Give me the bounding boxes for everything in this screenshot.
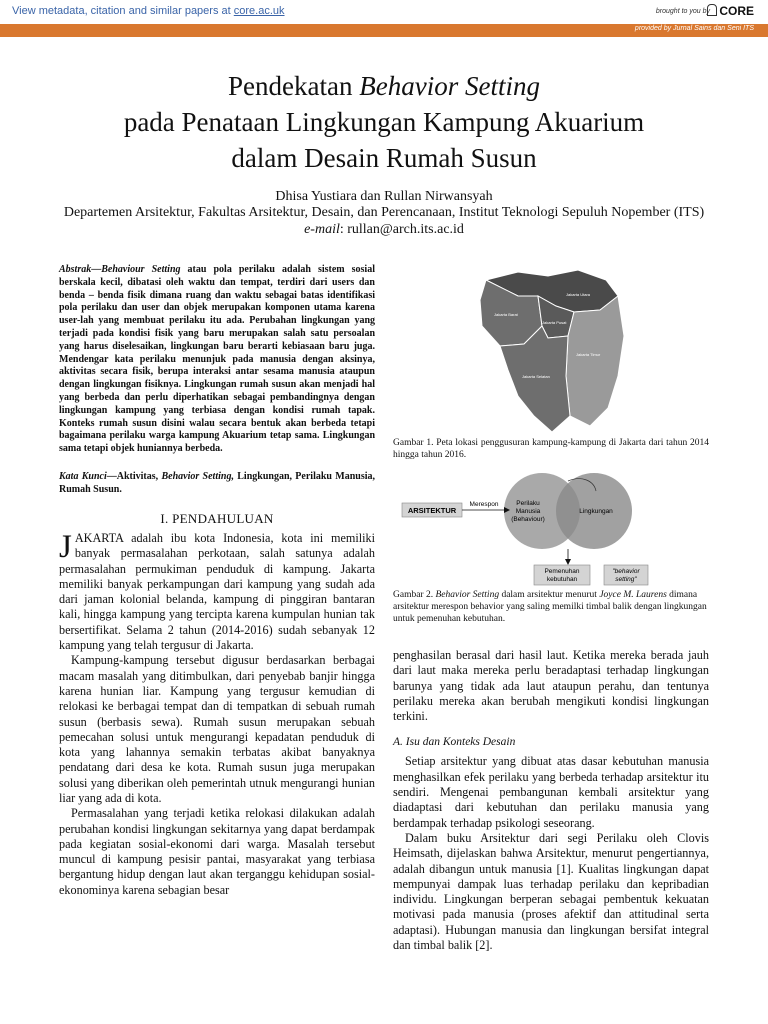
core-link[interactable]: core.ac.uk [233, 5, 285, 17]
paragraph: penghasilan berasal dari hasil laut. Ketika mereka berada jauh dari laut maka mereka perlu beradaptasi terhadap lingkungan barunya yang tidak ada laut ataupun perahu, dan tentunya perilaku mereka akan berubah mengikuti kondisi lingkungan terkini. [393, 648, 709, 724]
paragraph: Kampung-kampung tersebut digusur berdasarkan berbagai macam masalah yang ditimbulkan, dari penyebab banjir hingga karena hunian liar. Kampung yang tergusur kemudian di relokasi ke berbagai tempat dan di tempatkan di sebuah rumah susun (berbasis sewa). Rumah susun merupakan sebuah pemecahan solusi untuk mengurangi kepadatan penduduk di kota yang lahannya semakin terbatas akibat banyaknya pendatang dari desa ke kota. Rumah susun juga merupakan solusi yang diberikan oleh pemerintah utnuk mengurangi hunian liar yang ada di kota. [59, 653, 375, 805]
map-label: Jakarta Pusat [542, 320, 567, 325]
circle-left-label: Perilaku [516, 500, 540, 507]
paragraph: Dalam buku Arsitektur dari segi Perilaku oleh Clovis Heimsath, dijelaskan bahwa Arsitektur, menurut pengertiannya, adalah dibangun untuk manusia [1]. Kualitas lingkungan dapat mempunyai dampak luas terhadap perilaku dan kepribadian individu. Lingkungan berperan sebagai pembentuk kekuatan motivasi pada manusia (proses afektif dan attitudinal serta adaptasi). Hubungan manusia dan lingkungan bersifat integral dan timbal balik [2]. [393, 830, 709, 953]
drop-cap: J [59, 528, 72, 565]
box-needs-label: Pemenuhan [544, 568, 580, 575]
figure1-caption: Gambar 1. Peta lokasi penggusuran kampung-kampung di Jakarta dari tahun 2014 hingga tahun 2016. [393, 438, 709, 460]
circle-left-label: Manusia [515, 508, 541, 515]
circle-left-label: (Behaviour) [511, 516, 545, 523]
email: e-mail: rullan@arch.its.ac.id [304, 222, 464, 237]
right-column [393, 648, 709, 953]
authors: Dhisa Yustiara dan Rullan Nirwansyah [275, 189, 493, 204]
box-setting-label: "behavior [612, 568, 640, 575]
figure2-caption: Gambar 2. Behavior Setting dalam arsitektur menurut Joyce M. Laurens dimana arsitektur merespon behavior yang saling memilki timbal balik dengan lingkungan untuk pemenuhan kebutuhan. [393, 590, 707, 624]
metadata-text: View metadata, citation and similar papers at core.ac.uk [12, 5, 285, 17]
map-label: Jakarta Selatan [522, 374, 550, 379]
box-architecture-label: ARSITEKTUR [407, 506, 457, 515]
core-logo-icon [707, 4, 717, 16]
abstract: Abstrak—Behaviour Setting atau pola perilaku adalah sistem sosial berskala kecil, dibatasi oleh waktu dan tempat, terdiri dari users dan benda – benda fisik dimana ruang dan waktu sebagai batas identifikasi pola perilaku dan user dan objek merupakan komponen utama karena user-lah yang membuat perilaku itu ada. Perubahan lingkungan yang terjadi pada kondisi fisik yang baru merupakan salah satu persoalan yang harus diselesaikan, lingkungan baru berarti kebiasaan baru juga. Mendengar kata perilaku menunjuk pada manusia dengan aksinya, aktivitas secara fisik, berupa interaksi antar sesama manusia ataupun dengan lingkungan fisiknya. Lingkungan rumah susun akan menjadi hal yang berbeda dan perlu diperhatikan sebagai pembandingnya dengan lingkungan kampung yang terbiasa dengan kondisi rumah tapak. Konteks rumah susun disini walau secara bentuk akan berbeda tetapi bagaimana perilaku warga kampung Akuarium tetap sama. Lingkungan sama tetapi objek huniannya berbeda. [59, 264, 375, 455]
paragraph: Permasalahan yang terjadi ketika relokasi dilakukan adalah perubahan kondisi lingkungan sekitarnya yang dapat berdampak pada kegiatan sosial-ekonomi dari warga. Masalah tersebut muncul di kampung pesisir pantai, masyarakat yang terbiasa bergantung hidup dengan laut akan terganggu kehidupan sosial-ekonominya karena sebagian besar [59, 806, 375, 897]
region-jakarta-timur [566, 296, 624, 426]
keywords: Kata Kunci—Aktivitas, Behavior Setting, Lingkungan, Perilaku Manusia, Rumah Susun. [59, 470, 375, 495]
arrow-label: Merespon [469, 501, 499, 508]
figure-jakarta-map [478, 266, 628, 434]
map-svg [478, 266, 628, 434]
brought-by-text: brought to you by [655, 8, 710, 15]
provided-by-text: provided by Jurnal Sains dan Seni ITS [634, 25, 754, 32]
provided-by-bar [0, 24, 768, 37]
affiliation: Departemen Arsitektur, Fakultas Arsitektur, Desain, dan Perencanaan, Institut Teknologi Sepuluh Nopember (ITS) [63, 205, 705, 220]
left-column [59, 264, 375, 898]
core-banner [0, 0, 768, 25]
figure-behavior-setting-diagram [400, 473, 700, 593]
paragraph: JAKARTA adalah ibu kota Indonesia, kota ini memiliki banyak permasalahan perkotaan, salah satunya adalah permasalahan permukiman penduduk di kampung. Jakarta memiliki banyak perkampungan dari kampung yang sudah ada dari jaman kolonial belanda, kampung di pinggiran bantaran kali, hingga kampung yang tercipta karena kumpulan hunian tak bersertifikat. Selama 2 tahun (2014-2016) sudah sebanyak 12 kampung yang telah tergusur di Jakarta. [59, 528, 375, 653]
box-setting-label: setting" [615, 576, 637, 583]
map-label: Jakarta Utara [566, 292, 591, 297]
paragraph: Setiap arsitektur yang dibuat atas dasar kebutuhan manusia menghasilkan efek perilaku yang berbeda terhadap arsitektur itu sendiri. Mengenai pembangunan kembali arsitektur yang diadaptasi dari kebutuhan dan perilaku manusia yang berdampak terhadap psikologi seseorang. [393, 754, 709, 830]
map-label: Jakarta Barat [494, 312, 518, 317]
box-needs-label: kebutuhan [546, 576, 578, 583]
circle-right-label: Lingkungan [579, 508, 613, 515]
core-logo[interactable]: CORE [707, 4, 754, 18]
diagram-svg [400, 473, 700, 593]
subsection-heading: A. Isu dan Konteks Desain [393, 736, 516, 749]
map-label: Jakarta Timur [576, 352, 601, 357]
paper-title: Pendekatan Behavior Setting pada Penataan Lingkungan Kampung Akuarium dalam Desain Rumah Susun [123, 71, 645, 173]
section-heading: I. PENDAHULUAN [160, 510, 274, 526]
